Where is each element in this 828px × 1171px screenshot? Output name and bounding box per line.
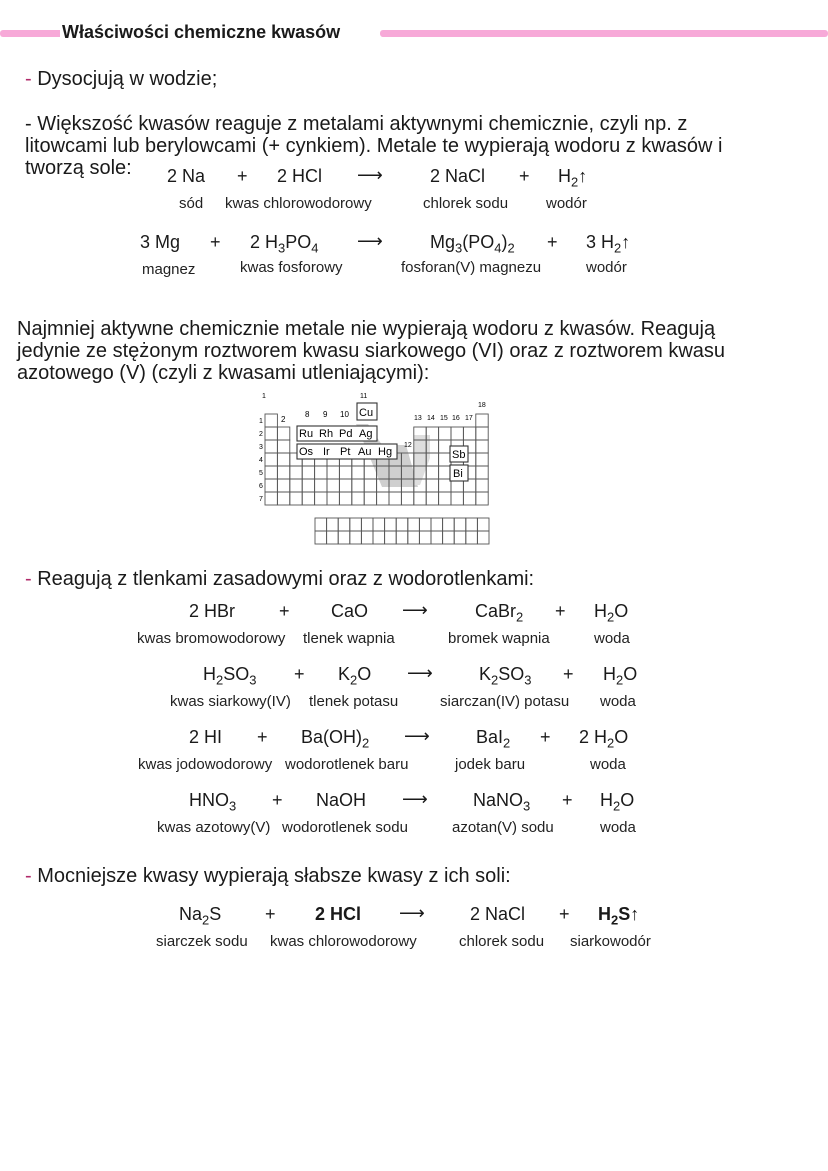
paragraph-metals-line-2: litowcami lub berylowcami (+ cynkiem). Metale te wypierają wodoru z kwasów i: [25, 135, 723, 157]
f-block-cell: [338, 518, 350, 531]
group-label: 12: [404, 442, 412, 449]
f-block-cell: [477, 518, 489, 531]
element-symbol: Os: [299, 446, 314, 458]
table-cell: [439, 492, 451, 505]
term: $H_2SO_3$: [203, 664, 257, 688]
f-block-cell: [477, 531, 489, 544]
table-cell: [339, 479, 351, 492]
reaction-arrow: ⟶: [399, 903, 425, 923]
table-cell: [302, 466, 314, 479]
term: $H_2O$: [603, 664, 638, 688]
term: BaI$_2$: [476, 727, 511, 751]
bullet-dissociation: - Dysocjują w wodzie;: [25, 68, 218, 90]
table-cell: [277, 453, 289, 466]
table-cell: [290, 479, 302, 492]
term: $H_2O$: [594, 601, 629, 625]
term: $H_2O$: [600, 790, 635, 814]
f-block-cell: [327, 531, 339, 544]
f-block-cell: [315, 518, 327, 531]
table-cell: [463, 492, 475, 505]
element-symbol: Ru: [299, 428, 314, 440]
paragraph-metals-line-3: tworzą sole:: [25, 157, 132, 179]
table-cell: [377, 492, 389, 505]
table-cell: [302, 479, 314, 492]
table-cell: [339, 492, 351, 505]
label: bromek wapnia: [448, 630, 550, 647]
table-cell: [476, 453, 488, 466]
element-symbol: Pd: [339, 428, 353, 440]
f-block-cell: [361, 531, 373, 544]
table-cell: [364, 479, 376, 492]
table-cell: [277, 479, 289, 492]
period-label: 2: [259, 431, 263, 438]
period-label: 7: [259, 496, 263, 503]
term: 2 HCl: [315, 904, 362, 924]
f-block-cell: [350, 518, 362, 531]
term: NaOH: [316, 790, 367, 810]
f-block-cell: [361, 518, 373, 531]
label: azotan(V) sodu: [452, 819, 554, 836]
period-label: 5: [259, 470, 263, 477]
label: kwas fosforowy: [240, 259, 343, 276]
f-block-cell: [373, 531, 385, 544]
table-cell: [290, 492, 302, 505]
f-block-cell: [396, 531, 408, 544]
element-symbol: Sb: [452, 449, 466, 461]
reaction-arrow: ⟶: [404, 726, 430, 746]
plus-sign: +: [562, 790, 573, 810]
table-cell: [277, 492, 289, 505]
term: $Mg_3(PO_4)_2$: [430, 232, 515, 256]
group-label: 9: [323, 410, 328, 419]
plus-sign: +: [563, 664, 574, 684]
term: 2 $H_3PO_4$: [250, 232, 319, 256]
table-cell: [277, 466, 289, 479]
table-cell: [476, 479, 488, 492]
table-cell: [364, 492, 376, 505]
label: woda: [590, 756, 626, 773]
term: $K_2SO_3$: [479, 664, 532, 688]
table-cell: [476, 427, 488, 440]
page-title: Właściwości chemiczne kwasów: [62, 22, 341, 42]
period-label: 1: [259, 418, 263, 425]
label: wodór: [586, 259, 627, 276]
label: siarkowodór: [570, 933, 651, 950]
term: $H_2S↑$: [598, 904, 640, 928]
label: kwas azotowy(V): [157, 819, 271, 836]
table-cell: [476, 492, 488, 505]
label: kwas jodowodorowy: [138, 756, 273, 773]
label: wodorotlenek sodu: [282, 819, 408, 836]
f-block-cell: [327, 518, 339, 531]
term: $H_2↑$: [558, 166, 588, 190]
group-label: 1: [262, 393, 266, 400]
table-cell: [290, 466, 302, 479]
term: $Ba(OH)_2$: [301, 727, 370, 751]
table-cell: [451, 492, 463, 505]
f-block-cell: [443, 531, 455, 544]
element-symbol: Cu: [359, 407, 374, 419]
f-block-cell: [385, 531, 397, 544]
table-cell: [426, 479, 438, 492]
label: kwas chlorowodorowy: [225, 195, 372, 212]
group-label: 17: [465, 415, 473, 422]
table-cell: [265, 427, 277, 440]
table-cell: [439, 427, 451, 440]
table-cell: [327, 466, 339, 479]
element-symbol: Rh: [319, 428, 334, 440]
paragraph-noble-line-2: jedynie ze stężonym roztworem kwasu siarkowego (VI) oraz z roztworem kwasu: [17, 340, 726, 362]
table-cell: [265, 466, 277, 479]
term: CaO: [331, 601, 369, 621]
table-cell: [439, 479, 451, 492]
table-cell: [476, 414, 488, 427]
table-cell: [451, 427, 463, 440]
f-block-cell: [408, 518, 420, 531]
f-block-cell: [466, 518, 478, 531]
term: 3 Mg: [140, 232, 181, 252]
element-symbol: Bi: [453, 468, 463, 480]
plus-sign: +: [237, 166, 248, 186]
f-block-cell: [315, 531, 327, 544]
table-cell: [265, 492, 277, 505]
period-label: 6: [259, 483, 263, 490]
reaction-arrow: ⟶: [402, 789, 428, 809]
table-cell: [339, 466, 351, 479]
table-cell: [352, 479, 364, 492]
term: CaBr$_2$: [475, 601, 524, 625]
table-cell: [352, 492, 364, 505]
term: 3 $H_2↑$: [586, 232, 631, 256]
f-block-cell: [408, 531, 420, 544]
f-block-cell: [338, 531, 350, 544]
table-cell: [265, 414, 277, 427]
term: 2 Na: [167, 166, 206, 186]
plus-sign: +: [547, 232, 558, 252]
label: wodór: [546, 195, 587, 212]
f-block-cell: [396, 518, 408, 531]
plus-sign: +: [294, 664, 305, 684]
group-label: 13: [414, 415, 422, 422]
term: $HNO_3$: [189, 790, 237, 814]
element-symbol: Ag: [359, 428, 373, 440]
term: 2 $H_2O$: [579, 727, 629, 751]
term: 2 HBr: [189, 601, 236, 621]
plus-sign: +: [210, 232, 221, 252]
label: woda: [600, 819, 636, 836]
plus-sign: +: [555, 601, 566, 621]
term: $K_2O$: [338, 664, 372, 688]
element-symbol: Ir: [323, 446, 330, 458]
reaction-arrow: ⟶: [357, 165, 383, 185]
paragraph-noble-line-3: azotowego (V) (czyli z kwasami utleniającymi):: [17, 362, 430, 384]
table-cell: [265, 479, 277, 492]
label: chlorek sodu: [459, 933, 545, 950]
plus-sign: +: [559, 904, 570, 924]
label: woda: [600, 693, 636, 710]
table-cell: [265, 453, 277, 466]
period-label: 4: [259, 457, 263, 464]
group-label: 8: [305, 410, 310, 419]
table-cell: [327, 479, 339, 492]
element-symbol: Hg: [378, 446, 393, 458]
f-block-cell: [466, 531, 478, 544]
term: 2 HI: [189, 727, 223, 747]
group-label: 14: [427, 415, 435, 422]
term: 2 NaCl: [430, 166, 486, 186]
table-cell: [439, 453, 451, 466]
table-cell: [315, 492, 327, 505]
label: jodek baru: [455, 756, 526, 773]
term: $Na_2S$: [179, 904, 222, 928]
label: siarczan(IV) potasu: [440, 693, 570, 710]
table-cell: [315, 466, 327, 479]
label: chlorek sodu: [423, 195, 509, 212]
label: kwas chlorowodorowy: [270, 933, 417, 950]
table-cell: [426, 466, 438, 479]
table-cell: [302, 492, 314, 505]
term: NaNO$_3$: [473, 790, 531, 814]
group-label: 15: [440, 415, 448, 422]
table-cell: [277, 427, 289, 440]
plus-sign: +: [540, 727, 551, 747]
table-cell: [426, 492, 438, 505]
f-block-cell: [431, 531, 443, 544]
reaction-arrow: ⟶: [402, 600, 428, 620]
paragraph-noble-line-1: Najmniej aktywne chemicznie metale nie wypierają wodoru z kwasów. Reagują: [17, 318, 716, 340]
table-cell: [277, 440, 289, 453]
period-label: 3: [259, 444, 263, 451]
periodic-table-diagram: [252, 390, 497, 548]
table-cell: [315, 479, 327, 492]
label: kwas siarkowy(IV): [170, 693, 291, 710]
element-symbol: Au: [358, 446, 372, 458]
f-block-cell: [419, 531, 431, 544]
f-block-cell: [454, 518, 466, 531]
plus-sign: +: [272, 790, 283, 810]
paragraph-metals-line-1: - Większość kwasów reaguje z metalami aktywnymi chemicznie, czyli np. z: [25, 113, 688, 135]
metalloid-shading: [414, 435, 430, 485]
group-label: 16: [452, 415, 460, 422]
plus-sign: +: [265, 904, 276, 924]
table-cell: [401, 492, 413, 505]
f-block-cell: [443, 518, 455, 531]
f-block-cell: [385, 518, 397, 531]
group-label: 2: [281, 415, 286, 424]
label: wodorotlenek baru: [285, 756, 409, 773]
table-cell: [476, 440, 488, 453]
reaction-arrow: ⟶: [407, 663, 433, 683]
f-block-cell: [419, 518, 431, 531]
label: siarczek sodu: [156, 933, 248, 950]
f-block-cell: [431, 518, 443, 531]
plus-sign: +: [257, 727, 268, 747]
bullet-salts: - Mocniejsze kwasy wypierają słabsze kwasy z ich soli:: [25, 865, 511, 887]
table-cell: [414, 492, 426, 505]
table-cell: [327, 492, 339, 505]
table-cell: [265, 440, 277, 453]
label: magnez: [142, 261, 196, 278]
table-cell: [389, 492, 401, 505]
term: 2 NaCl: [470, 904, 526, 924]
table-cell: [463, 427, 475, 440]
element-symbol: Pt: [340, 446, 351, 458]
label: fosforan(V) magnezu: [401, 259, 542, 276]
f-block-cell: [350, 531, 362, 544]
label: sód: [179, 195, 204, 212]
f-block-cell: [373, 518, 385, 531]
plus-sign: +: [279, 601, 290, 621]
label: tlenek wapnia: [303, 630, 395, 647]
group-label: 10: [340, 410, 349, 419]
table-cell: [439, 466, 451, 479]
reaction-arrow: ⟶: [357, 231, 383, 251]
table-cell: [476, 466, 488, 479]
label: woda: [594, 630, 630, 647]
bullet-bases: - Reagują z tlenkami zasadowymi oraz z wodorotlenkami:: [25, 568, 535, 590]
term: 2 HCl: [277, 166, 323, 186]
plus-sign: +: [519, 166, 530, 186]
group-label: 11: [360, 393, 368, 400]
label: tlenek potasu: [309, 693, 399, 710]
label: kwas bromowodorowy: [137, 630, 286, 647]
table-cell: [352, 466, 364, 479]
title-band-right: [380, 30, 828, 37]
f-block-cell: [454, 531, 466, 544]
table-cell: [439, 440, 451, 453]
group-label: 18: [478, 402, 486, 409]
